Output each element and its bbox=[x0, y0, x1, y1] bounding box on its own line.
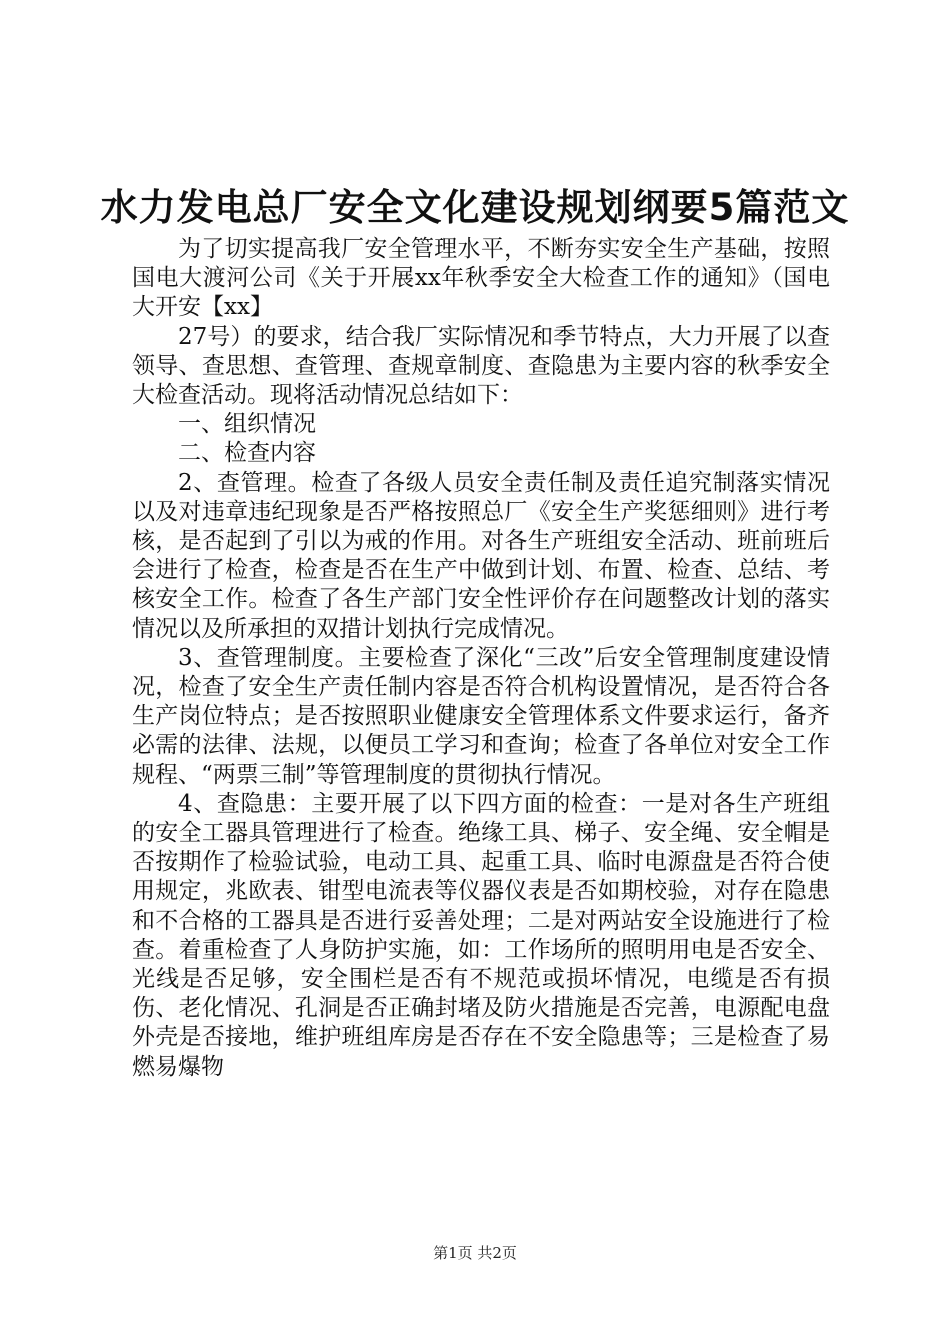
paragraph-management-check: 2、查管理。检查了各级人员安全责任制及责任追究制落实情况以及对违章违纪现象是否严格按照总厂《安全生产奖惩细则》进行考核，是否起到了引以为戒的作用。对各生产班组安全活动、班前班后会进行了检查，检查是否在生产中做到计划、布置、检查、总结、考核安全工作。检查了各生产部门安全性评价存在问题整改计划的落实情况以及所承担的双措计划执行完成情况。 bbox=[132, 469, 830, 642]
document-title: 水力发电总厂安全文化建设规划纲要5篇范文 bbox=[100, 186, 850, 229]
paragraph-requirements: 27号）的要求，结合我厂实际情况和季节特点，大力开展了以查领导、查思想、查管理、查规章制度、查隐患为主要内容的秋季安全大检查活动。现将活动情况总结如下： bbox=[132, 323, 830, 409]
heading-organization: 一、组织情况 bbox=[178, 411, 316, 438]
paragraph-hazard-check: 4、查隐患：主要开展了以下四方面的检查：一是对各生产班组的安全工器具管理进行了检查。绝缘工具、梯子、安全绳、安全帽是否按期作了检验试验，电动工具、起重工具、临时电源盘是否符合使用规定，兆欧表、钳型电流表等仪器仪表是否如期校验，对存在隐患和不合格的工器具是否进行妥善处理；二是对两站安全设施进行了检查。着重检查了人身防护实施，如：工作场所的照明用电是否安全、光线是否足够，安全围栏是否有不规范或损坏情况，电缆是否有损伤、老化情况、孔洞是否正确封堵及防火措施是否完善，电源配电盘外壳是否接地，维护班组库房是否存在不安全隐患等；三是检查了易燃易爆物 bbox=[132, 790, 830, 1080]
page-number-footer: 第1页 共2页 bbox=[433, 1244, 517, 1262]
paragraph-intro: 为了切实提高我厂安全管理水平，不断夯实安全生产基础，按照国电大渡河公司《关于开展xx年秋季安全大检查工作的通知》（国电大开安【xx】 bbox=[132, 236, 830, 321]
heading-inspection-content: 二、检查内容 bbox=[178, 440, 316, 467]
document-body bbox=[132, 235, 830, 1082]
paragraph-system-check: 3、查管理制度。主要检查了深化“三改”后安全管理制度建设情况，检查了安全生产责任制内容是否符合机构设置情况，是否符合各生产岗位特点；是否按照职业健康安全管理体系文件要求运行，备齐必需的法律、法规，以便员工学习和查询；检查了各单位对安全工作规程、“两票三制”等管理制度的贯彻执行情况。 bbox=[132, 644, 830, 788]
